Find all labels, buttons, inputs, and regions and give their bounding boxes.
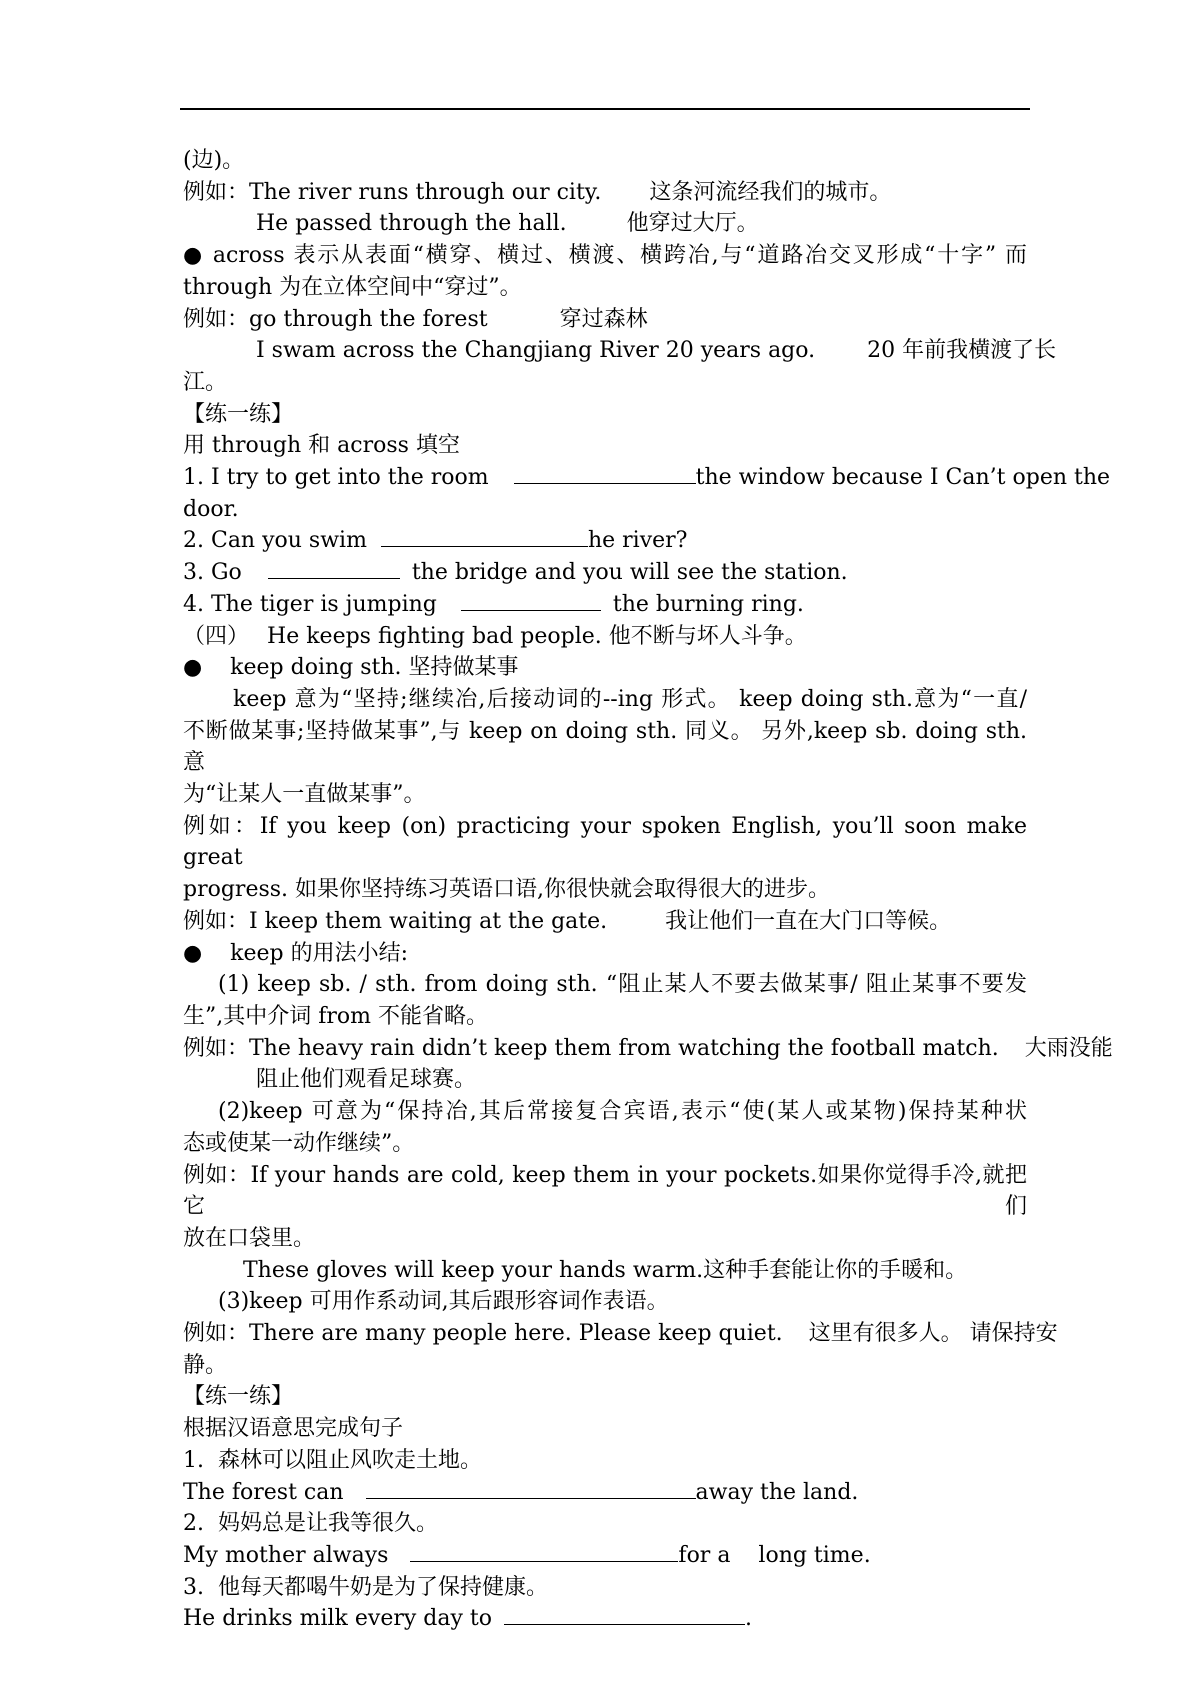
text-line: 为“让某人一直做某事”。 <box>183 782 426 808</box>
answer-blank[interactable] <box>366 1478 696 1499</box>
exercise-text: the window because I Can’t open the <box>695 465 1111 491</box>
bullet-line: ● keep doing sth. 坚持做某事 <box>183 655 519 681</box>
example-en: 例如：The heavy rain didn’t keep them from watching the football match. <box>183 1035 999 1061</box>
example-line <box>183 335 1057 367</box>
answer-blank[interactable] <box>410 1541 678 1562</box>
text-line: (边)。 <box>183 148 245 173</box>
example-en: 例如：I keep them waiting at the gate. <box>183 908 608 934</box>
exercise-text: . <box>745 1606 752 1632</box>
example-line <box>183 1033 1113 1065</box>
example-en: He passed through the hall. <box>256 211 567 237</box>
exercise-prompt: 2. 妈妈总是让我等很久。 <box>183 1511 438 1537</box>
text-line: 静。 <box>183 1352 228 1378</box>
exercise-instruction: 根据汉语意思完成句子 <box>183 1416 404 1442</box>
exercise-text: 3. Go <box>183 560 242 586</box>
example-line <box>183 304 1027 336</box>
example-zh: 20 年前我横渡了长 <box>867 338 1057 364</box>
answer-blank[interactable] <box>268 558 400 579</box>
example-zh: 这里有很多人。 请保持安 <box>808 1321 1058 1347</box>
exercise-item <box>183 557 1027 589</box>
text-line: 生”,其中介词 from 不能省略。 <box>183 1003 488 1029</box>
text-line: 江。 <box>183 369 228 395</box>
exercise-item <box>183 1477 1027 1509</box>
header-rule <box>180 108 1030 110</box>
text-line: progress. 如果你坚持练习英语口语,你很快就会取得很大的进步。 <box>183 877 831 903</box>
section-heading: 【练一练】 <box>183 401 294 427</box>
exercise-item <box>183 462 1111 494</box>
example-zh: 穿过森林 <box>559 306 648 332</box>
text-line: keep 意为“坚持;继续冶,后接动词的--ing 形式。 keep doing sth.意为“一直/ <box>233 686 1027 712</box>
exercise-text: the bridge and you will see the station. <box>411 560 848 586</box>
section-heading: 【练一练】 <box>183 1384 294 1410</box>
text-line: 放在口袋里。 <box>183 1225 316 1251</box>
text-line: door. <box>183 496 239 522</box>
section-heading <box>183 621 1027 653</box>
example-en: 例如：There are many people here. Please keep quiet. <box>183 1321 783 1347</box>
example-zh: 这条河流经我们的城市。 <box>649 179 892 205</box>
exercise-item <box>183 589 1027 621</box>
answer-blank[interactable] <box>504 1604 745 1625</box>
text-line: 不断做某事;坚持做某事”,与 keep on doing sth. 同义。 另外,keep sb. doing sth. 意 <box>183 718 1027 776</box>
text-line: 例如：If your hands are cold, keep them in your pockets.如果你觉得手冷,就把它们 <box>183 1162 1027 1220</box>
exercise-text: 4. The tiger is jumping <box>183 591 437 617</box>
example-line <box>183 208 1027 240</box>
example-en: 例如：The river runs through our city. <box>183 179 602 205</box>
text-line: (2)keep 可意为“保持冶,其后常接复合宾语,表示“使(某人或某物)保持某种状 <box>218 1099 1027 1125</box>
text-line: 例如：If you keep (on) practicing your spoken English, you’ll soon make great <box>183 813 1027 871</box>
example-en: 例如：go through the forest <box>183 306 488 332</box>
exercise-text: he river? <box>587 528 688 554</box>
exercise-instruction: 用 through 和 across 填空 <box>183 433 460 459</box>
answer-blank[interactable] <box>514 463 696 484</box>
exercise-text: 2. Can you swim <box>183 528 367 554</box>
section-sentence: He keeps fighting bad people. 他不断与坏人斗争。 <box>267 623 807 649</box>
text-line: 阻止他们观看足球赛。 <box>256 1067 477 1093</box>
exercise-item <box>183 1603 1027 1635</box>
exercise-text: the burning ring. <box>612 591 804 617</box>
example-en: I swam across the Changjiang River 20 years ago. <box>256 338 816 364</box>
example-line <box>183 906 1027 938</box>
exercise-text: 1. I try to get into the room <box>183 465 489 491</box>
text-line: 态或使某一动作继续”。 <box>183 1130 415 1156</box>
text-line: (1) keep sb. / sth. from doing sth. “阻止某人不要去做某事/ 阻止某事不要发 <box>218 972 1027 998</box>
text-line: ● across 表示从表面“横穿、横过、横渡、横跨冶,与“道路冶交叉形成“十字” 而 <box>183 243 1027 269</box>
example-zh: 我让他们一直在大门口等候。 <box>665 908 952 934</box>
text-line: These gloves will keep your hands warm.这种手套能让你的手暖和。 <box>243 1257 968 1283</box>
answer-blank[interactable] <box>381 526 588 547</box>
example-line <box>183 1318 1058 1350</box>
example-zh: 大雨没能 <box>1024 1035 1113 1061</box>
text-line: (3)keep 可用作系动词,其后跟形容词作表语。 <box>218 1289 669 1315</box>
exercise-item <box>183 525 1027 557</box>
exercise-text: My mother always <box>183 1542 389 1568</box>
exercise-item <box>183 1540 1027 1572</box>
exercise-prompt: 3. 他每天都喝牛奶是为了保持健康。 <box>183 1574 548 1600</box>
example-zh: 他穿过大厅。 <box>626 211 759 237</box>
exercise-text: The forest can <box>183 1479 344 1505</box>
exercise-text: away the land. <box>695 1479 859 1505</box>
exercise-text: He drinks milk every day to <box>183 1606 492 1632</box>
exercise-prompt: 1. 森林可以阻止风吹走土地。 <box>183 1447 482 1473</box>
document-body <box>183 145 1113 1635</box>
section-number: （四） <box>183 623 250 649</box>
exercise-text: for a long time. <box>678 1542 871 1568</box>
bullet-line: ● keep 的用法小结: <box>183 940 409 966</box>
example-line <box>183 177 1027 209</box>
answer-blank[interactable] <box>461 590 601 611</box>
text-line: through 为在立体空间中“穿过”。 <box>183 274 522 300</box>
